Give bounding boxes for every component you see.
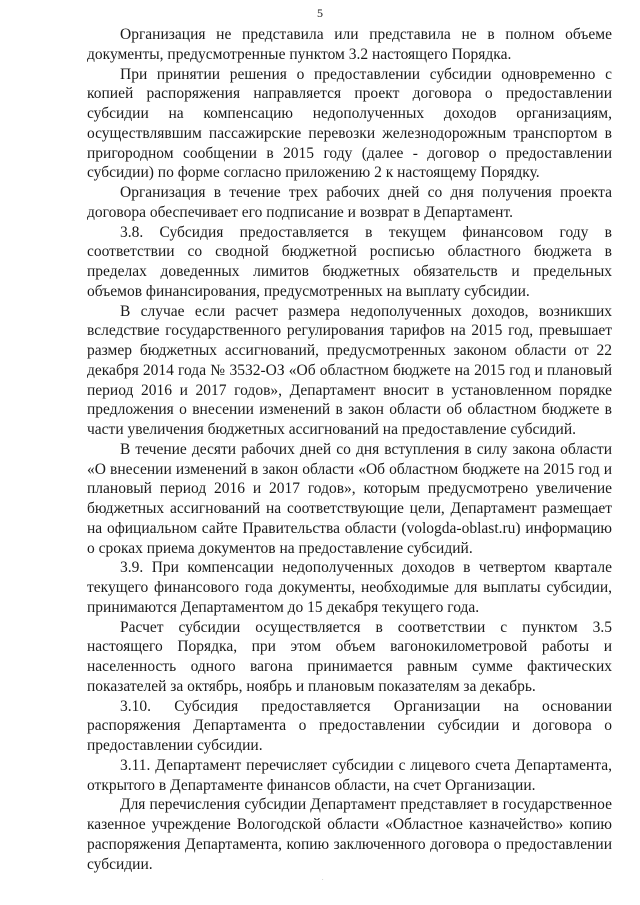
- paragraph-draft-agreement: При принятии решения о предоставлении субсидии одновременно с копией распоряжения направляется проект договора о предоставлении субсидии на компенсацию недополученных доходов организациям, осуществлявшим пассажирские перевозки железнодорожным транспортом в пригородном сообщении в 2015 году (далее - договор о предоставлении субсидии) по форме согласно приложению 2 к настоящему Порядку.: [87, 65, 612, 182]
- paragraph-treasury-transfer: Для перечисления субсидии Департамент представляет в государственное казенное учреждение Вологодской области «Областное казначейство» копию распоряжения Департамента, копию заключенного договора о предоставлении субсидии.: [87, 796, 612, 873]
- footer-mark: .: [322, 876, 324, 882]
- paragraph-signing-return: Организация в течение трех рабочих дней со дня получения проекта договора обеспечивает его подписание и возврат в Департамент.: [87, 184, 612, 221]
- page-number: 5: [317, 6, 323, 20]
- paragraph-budget-excess: В случае если расчет размера недополученных доходов, возникших вследствие государственного регулирования тарифов на 2015 год, превышает размер бюджетных ассигнований, предусмотренных законом области от 22 декабря 2014 года № 3532-ОЗ «Об областном бюджете на 2015 год и плановый период 2016 и 2017 годов», Департамент вносит в установленном порядке предложения о внесении изменений в закон области об областном бюджете в части увеличения бюджетных ассигнований на предоставление субсидий.: [87, 302, 612, 438]
- paragraph-documents-missing: Организация не представила или представила не в полном объеме документы, предусмотренные пунктом 3.2 настоящего Порядка.: [87, 26, 612, 63]
- paragraph-3-11: 3.11. Департамент перечисляет субсидии с лицевого счета Департамента, открытого в Департаменте финансов области, на счет Организации.: [87, 756, 612, 794]
- paragraph-3-8: 3.8. Субсидия предоставляется в текущем финансовом году в соответствии со сводной бюджетной росписью областного бюджета в пределах доведенных лимитов бюджетных обязательств и предельных объемов финансирования, предусмотренных на выплату субсидии.: [87, 223, 612, 300]
- document-body: [87, 25, 612, 874]
- paragraph-ten-days: В течение десяти рабочих дней со дня вступления в силу закона области «О внесении изменений в закон области «Об областном бюджете на 2015 год и плановый период 2016 и 2017 годов», которым предусмотрено увеличение бюджетных ассигнований на соответствующие цели, Департамент размещает на официальном сайте Правительства области (vologda-oblast.ru) информацию о сроках приема документов на предоставление субсидий.: [87, 440, 612, 557]
- paragraph-3-10: 3.10. Субсидия предоставляется Организации на основании распоряжения Департамента о предоставлении субсидии и договора о предоставлении субсидии.: [87, 697, 612, 754]
- paragraph-3-9: 3.9. При компенсации недополученных доходов в четвертом квартале текущего финансового года документы, необходимые для выплаты субсидии, принимаются Департаментом до 15 декабря текущего года.: [87, 559, 612, 616]
- paragraph-subsidy-calculation: Расчет субсидии осуществляется в соответствии с пунктом 3.5 настоящего Порядка, при этом объем вагонокилометровой работы и населенность одного вагона принимается равным сумме фактических показателей за октябрь, ноябрь и плановым показателям за декабрь.: [87, 618, 612, 695]
